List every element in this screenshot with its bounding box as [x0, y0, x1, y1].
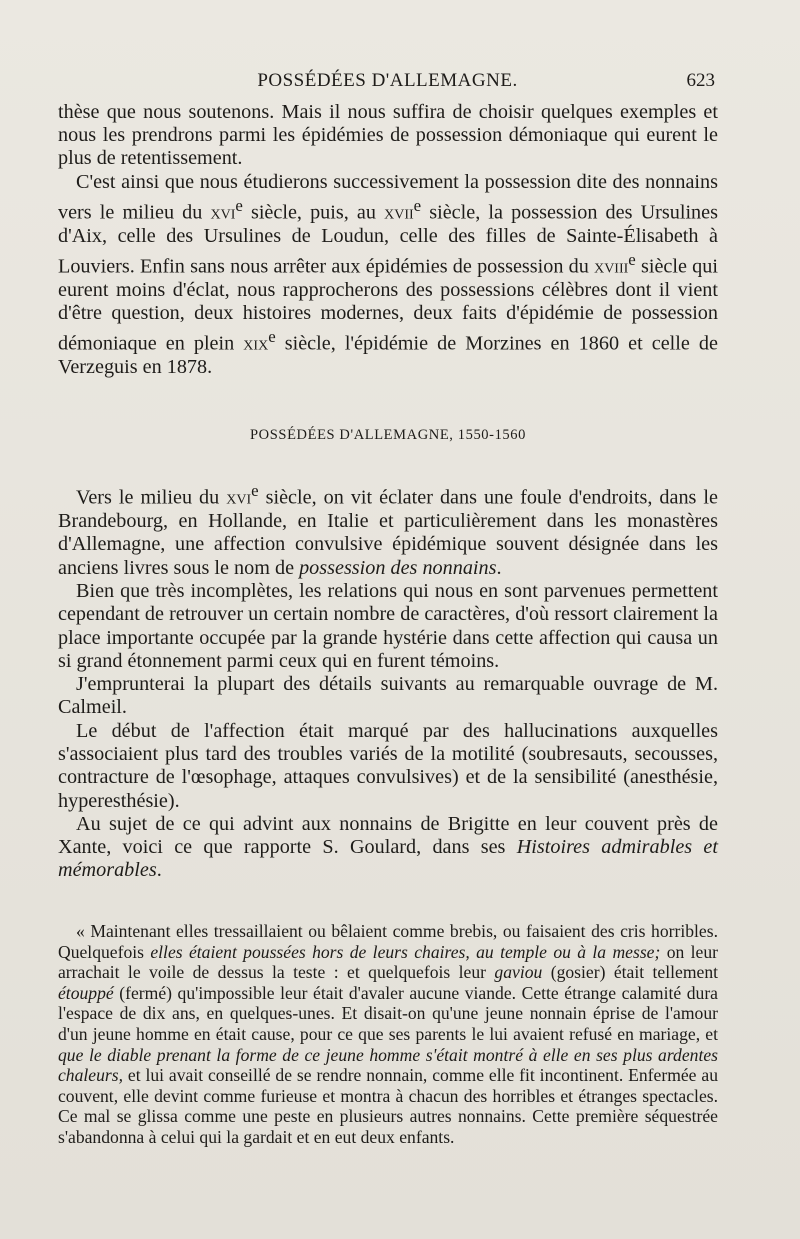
- page-header: [60, 70, 715, 100]
- quote-paragraph: « Maintenant elles tressaillaient ou bêlaient comme brebis, ou faisaient des cris horribles. Quelquefois elles étaient poussées hors de leurs chaires, au temple ou à la messe; on leur arrachait le voile de dessus la teste : et quelquefois leur gaviou (gosier) était tellement étouppé (fermé) qu'impossible leur était d'avaler aucune viande. Cette étrange calamité dura l'espace de dix ans, en quelques-unes. Et disait-on qu'une jeune nonnain éprise de l'amour d'un jeune homme en était cause, pour ce que ses parents le lui avaient refusé en mariage, et que le diable prenant la forme de ce jeune homme s'était montré à elle en ses plus ardentes chaleurs, et lui avait conseillé de se rendre nonnain, comme elle fit incontinent. Enfermée au couvent, elle devint comme furieuse et montra à chacun des horribles et étranges spectacles. Ce mal se glissa comme une peste en plusieurs autres nonnains. Cette première séquestrée s'abandonna à celui qui la gardait et en eut deux enfants.: [58, 921, 718, 1147]
- century-numeral: xvi: [210, 201, 236, 224]
- main-paragraph-3: J'emprunterai la plupart des détails suivants au remarquable ouvrage de M. Calmeil.: [58, 673, 718, 719]
- section-heading: POSSÉDÉES D'ALLEMAGNE, 1550-1560: [250, 427, 526, 443]
- intro-paragraph-2: C'est ainsi que nous étudierons successivement la possession dite des nonnains vers le milieu du xvi$^e$ siècle, puis, au xvii$^e$ siècle, la possession des Ursulines d'Aix, celle des Ursulines de Loudun, celle des filles de Sainte-Élisabeth à Louviers. Enfin sans nous arrêter aux épidémies de possession du xviii$^e$ siècle qui eurent moins d'éclat, nous rapprocherons des possessions célèbres dont il vient d'être question, deux histoires modernes, deux faits d'épidémie de possession démoniaque en plein xix$^e$ siècle, l'épidémie de Morzines en 1860 et celle de Verzeguis en 1878.: [58, 170, 718, 379]
- century-numeral: xix: [243, 333, 269, 356]
- italic-term: possession des nonnains: [299, 556, 497, 579]
- running-title: POSSÉDÉES D'ALLEMAGNE.: [257, 70, 518, 91]
- main-text: [58, 479, 718, 883]
- main-paragraph-1: Vers le milieu du xvi$^e$ siècle, on vit éclater dans une foule d'endroits, dans le Brandebourg, en Hollande, en Italie et particulièrement dans les monastères d'Allemagne, une affection convulsive épidémique souvent désignée dans les anciens livres sous le nom de possession des nonnains.: [58, 481, 718, 579]
- intro-paragraph-1: thèse que nous soutenons. Mais il nous suffira de choisir quelques exemples et nous les prendrons parmi les épidémies de possession démoniaque qui eurent le plus de retentissement.: [58, 101, 718, 170]
- century-numeral: xviii: [594, 255, 629, 278]
- century-numeral: xvi: [226, 486, 252, 509]
- book-title: Histoires admirables et mémorables: [58, 836, 718, 882]
- page-number: 623: [686, 70, 715, 91]
- main-paragraph-5: Au sujet de ce qui advint aux nonnains de Brigitte en leur couvent près de Xante, voici ce que rapporte S. Goulard, dans ses Histoires admirables et mémorables.: [58, 812, 718, 882]
- main-paragraph-2: Bien que très incomplètes, les relations qui nous en sont parvenues permettent cependant de retrouver un certain nombre de caractères, d'où ressort clairement la place importante occupée par la grande hystérie dans cette affection qui causa un si grand étonnement parmi ceux qui en furent témoins.: [58, 579, 718, 672]
- intro-text: [58, 101, 718, 379]
- block-quote: [58, 921, 718, 1148]
- century-numeral: xvii: [384, 201, 414, 224]
- main-paragraph-4: Le début de l'affection était marqué par des hallucinations auxquelles s'associaient plus tard des troubles variés de la motilité (soubresauts, secousses, contracture de l'œsophage, attaques convulsives) et de la sensibilité (anesthésie, hyperesthésie).: [58, 719, 718, 812]
